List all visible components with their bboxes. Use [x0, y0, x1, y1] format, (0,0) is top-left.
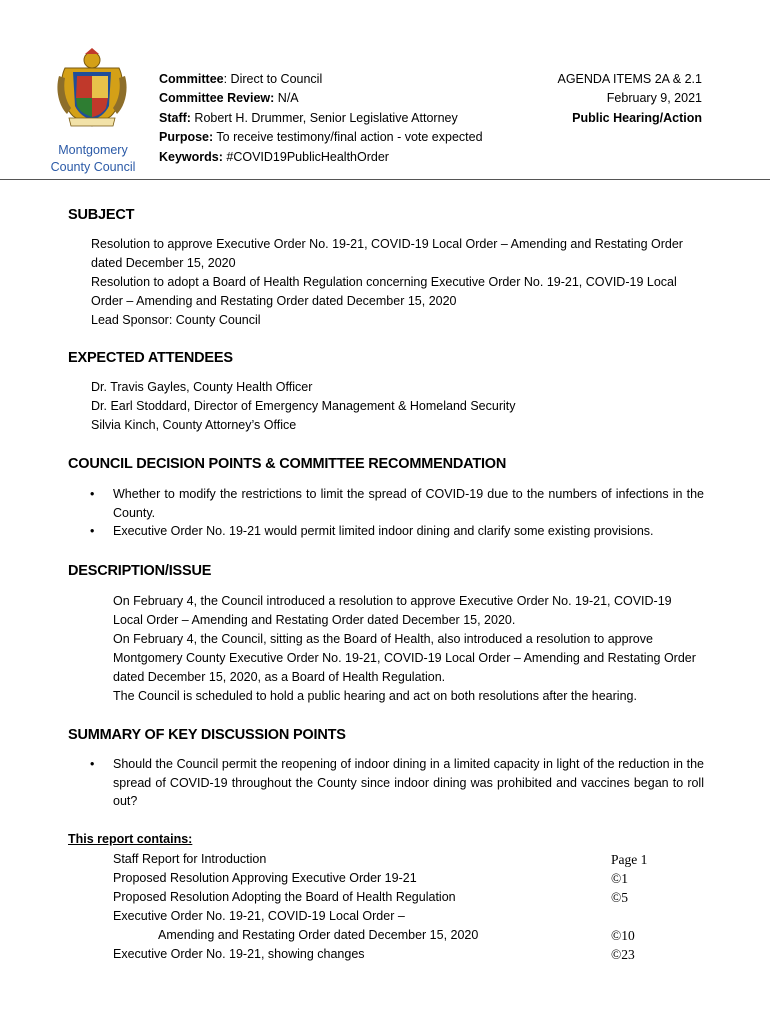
header-divider: [0, 179, 770, 180]
org-name-line2: County Council: [50, 160, 136, 174]
contents-row: [113, 907, 673, 926]
contents-title: Executive Order No. 19-21, COVID-19 Local Order –: [113, 909, 405, 923]
summary-heading: SUMMARY OF KEY DISCUSSION POINTS: [68, 727, 346, 743]
organization-name: [40, 142, 146, 176]
description-line-3: The Council is scheduled to hold a public hearing and act on both resolutions after the hearing.: [113, 689, 637, 703]
description-line-1: On February 4, the Council introduced a resolution to approve Executive Order No. 19-21, COVID-19 Local Order – Amending and Restating Order dated December 15, 2020.: [113, 594, 672, 627]
staff-label: Staff:: [159, 110, 191, 125]
contents-page: ©5: [611, 890, 629, 905]
contents-page: ©1: [611, 871, 629, 886]
agenda-info: [557, 70, 702, 128]
committee-label: Committee: [159, 72, 224, 86]
contents-page: ©23: [611, 947, 635, 962]
summary-bullets: [90, 755, 704, 811]
keywords-line: [159, 148, 483, 167]
keywords-value: #COVID19PublicHealthOrder: [222, 149, 389, 164]
agenda-items: AGENDA ITEMS 2A & 2.1: [557, 72, 702, 86]
contents-title: Proposed Resolution Approving Executive Order 19-21: [113, 871, 417, 885]
attendee-1: Dr. Travis Gayles, County Health Officer: [91, 380, 313, 394]
hearing-type: Public Hearing/Action: [572, 110, 702, 125]
review-value: N/A: [274, 91, 299, 106]
contents-title: Staff Report for Introduction: [113, 852, 267, 866]
staff-value: Robert H. Drummer, Senior Legislative Attorney: [190, 110, 458, 125]
attendees-body: [91, 378, 703, 435]
attendee-3: Silvia Kinch, County Attorney’s Office: [91, 418, 297, 432]
committee-value: : Direct to Council: [223, 72, 323, 86]
staff-line: [159, 109, 483, 128]
contents-page: Page 1: [611, 852, 648, 867]
subject-heading: SUBJECT: [68, 207, 135, 223]
meeting-metadata: [159, 70, 483, 167]
decision-bullet-1: • Whether to modify the restrictions to limit the spread of COVID-19 due to the numbers of infections in the County.: [90, 485, 704, 522]
contents-row: [113, 888, 673, 907]
contents-row: [113, 926, 673, 945]
attendee-2: Dr. Earl Stoddard, Director of Emergency Management & Homeland Security: [91, 399, 516, 413]
description-line-2: On February 4, the Council, sitting as the Board of Health, also introduced a resolution to approve Montgomery County Executive Order No. 19-21, COVID-19 Local Order – Amending and Restating Order dated December 15, 2020, as a Board of Health Regulation.: [113, 632, 696, 684]
purpose-line: [159, 128, 483, 147]
subject-line-2: Resolution to adopt a Board of Health Regulation concerning Executive Order No. 19-21, COVID-19 Local Order – Amending and Restating Order dated December 15, 2020: [91, 275, 677, 308]
summary-bullet-1: • Should the Council permit the reopening of indoor dining in a limited capacity in light of the reduction in the spread of COVID-19 throughout the County since indoor dining was prohibited and vaccines began to roll out?: [90, 755, 704, 811]
subject-line-1: Resolution to approve Executive Order No. 19-21, COVID-19 Local Order – Amending and Restating Order dated December 15, 2020: [91, 237, 683, 270]
subject-line-3: Lead Sponsor: County Council: [91, 313, 261, 327]
contents-title: Executive Order No. 19-21, showing changes: [113, 947, 365, 961]
review-line: [159, 89, 483, 108]
org-name-line1: Montgomery: [58, 143, 128, 157]
review-label: Committee Review:: [159, 91, 275, 106]
subject-body: [91, 235, 703, 330]
contents-row: [113, 850, 673, 869]
decision-bullet-2: • Executive Order No. 19-21 would permit limited indoor dining and clarify some existing provisions.: [90, 522, 704, 541]
purpose-label: Purpose:: [159, 130, 214, 145]
description-body: [113, 592, 703, 706]
contents-title: Proposed Resolution Adopting the Board of Health Regulation: [113, 890, 456, 904]
purpose-value: To receive testimony/final action - vote expected: [213, 130, 483, 145]
meeting-date: February 9, 2021: [606, 91, 702, 106]
contents-row: [113, 945, 673, 964]
attendees-heading: EXPECTED ATTENDEES: [68, 350, 233, 366]
decision-bullets: [90, 485, 704, 541]
contents-heading: This report contains:: [68, 832, 193, 846]
county-seal-logo: [55, 46, 129, 130]
contents-page: ©10: [611, 928, 635, 943]
contents-row: [113, 869, 673, 888]
keywords-label: Keywords:: [159, 149, 223, 164]
contents-list: [113, 850, 673, 964]
committee-line: [159, 70, 483, 89]
contents-title: Amending and Restating Order dated December 15, 2020: [158, 928, 479, 942]
description-heading: DESCRIPTION/ISSUE: [68, 563, 212, 579]
contents-page: [611, 907, 673, 926]
decision-heading: COUNCIL DECISION POINTS & COMMITTEE RECOMMENDATION: [68, 456, 507, 472]
